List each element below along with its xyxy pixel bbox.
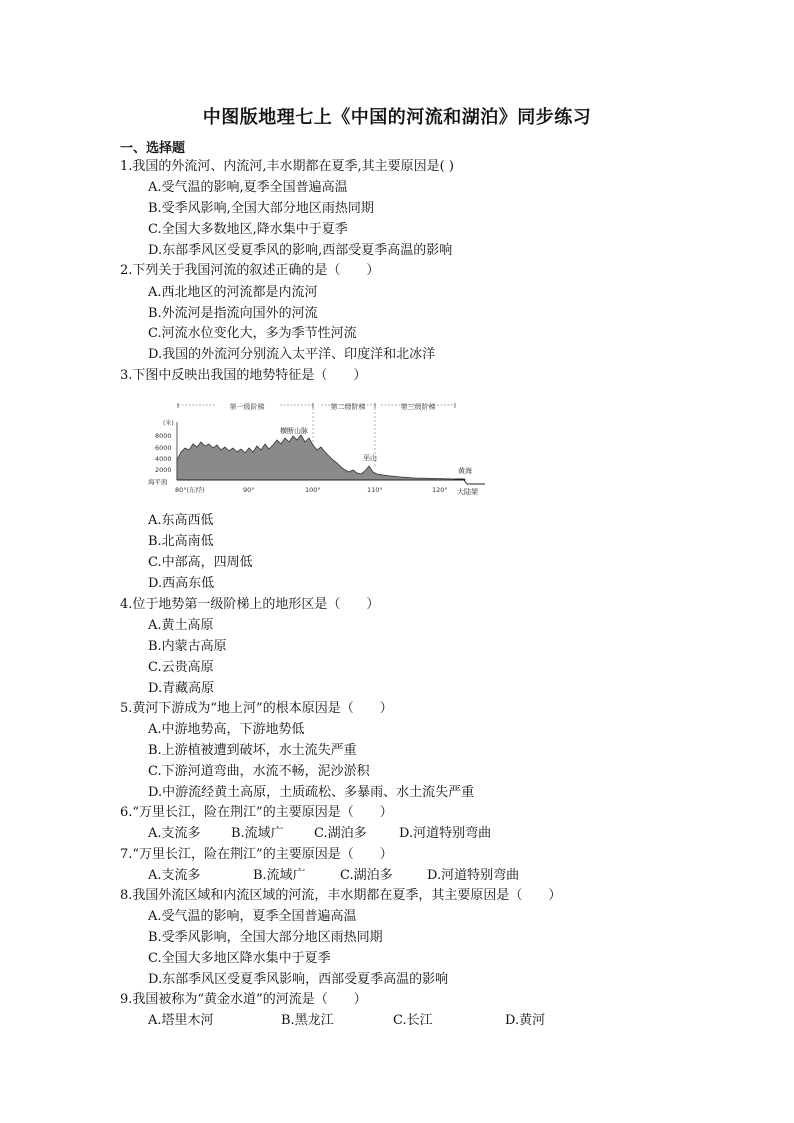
question-3-stem: 3.下图中反映出我国的地势特征是（ ） <box>120 368 367 383</box>
question-1-stem: 1.我国的外流河、内流河,丰水期都在夏季,其主要原因是( ) <box>120 159 454 174</box>
x-tick: 110° <box>367 486 383 494</box>
question-4-stem: 4.位于地势第一级阶梯上的地形区是（ ） <box>120 597 380 612</box>
section-heading: 一、选择题 <box>120 141 186 156</box>
question-3-option-a: A.东高西低 <box>148 513 214 528</box>
question-9-option-b: B.黑龙江 <box>281 1013 334 1028</box>
question-2-option-b: B.外流河是指流向国外的河流 <box>148 306 318 321</box>
question-4-option-c: C.云贵高原 <box>148 660 214 675</box>
question-7-stem: 7.“万里长江，险在荆江”的主要原因是（ ） <box>120 847 393 862</box>
question-8-option-d: D.东部季风区受夏季风影响，西部受夏季高温的影响 <box>148 972 449 987</box>
wushan-label: 巫山 <box>363 454 377 462</box>
question-9-stem: 9.我国被称为“黄金水道”的河流是（ ） <box>120 992 367 1007</box>
question-5-option-a: A.中游地势高，下游地势低 <box>148 722 305 737</box>
y-tick: 2000 <box>155 466 172 474</box>
y-tick: 4000 <box>155 455 172 463</box>
question-2-option-c: C.河流水位变化大，多为季节性河流 <box>148 326 357 341</box>
question-4-option-d: D.青藏高原 <box>148 681 215 696</box>
x-tick: 100° <box>305 486 321 494</box>
question-6-option-d: D.河道特别弯曲 <box>399 826 492 841</box>
yellow-sea-label: 黄海 <box>458 467 472 475</box>
question-7-option-d: D.河道特别弯曲 <box>427 868 520 883</box>
question-9-options <box>148 1012 545 1029</box>
question-1-option-c: C.全国大多数地区,降水集中于夏季 <box>148 222 348 237</box>
question-5-option-d: D.中游流经黄土高原，土质疏松、多暴雨、水土流失严重 <box>148 785 475 800</box>
step-1-label: 第一级阶梯 <box>229 403 265 411</box>
terrain-profile-shape <box>177 435 465 480</box>
question-1-option-d: D.东部季风区受夏季风的影响,西部受夏季高温的影响 <box>148 243 453 258</box>
question-1-option-a: A.受气温的影响,夏季全国普遍高温 <box>148 180 348 195</box>
question-7-options <box>148 867 519 884</box>
question-8-option-b: B.受季风影响，全国大部分地区雨热同期 <box>148 930 383 945</box>
question-4-option-a: A.黄土高原 <box>148 618 214 633</box>
terrain-profile-figure <box>145 400 490 500</box>
question-1-option-b: B.受季风影响,全国大部分地区雨热同期 <box>148 201 374 216</box>
step-3-label: 第三级阶梯 <box>400 403 436 411</box>
question-6-option-b: B.流域广 <box>231 826 284 841</box>
question-8-option-c: C.全国大多地区降水集中于夏季 <box>148 951 331 966</box>
question-6-option-a: A.支流多 <box>148 826 201 841</box>
y-tick: 8000 <box>155 432 172 440</box>
question-6-stem: 6.“万里长江，险在荆江”的主要原因是（ ） <box>120 805 393 820</box>
x-tick: 80°(东经) <box>175 486 205 494</box>
question-3-option-b: B.北高南低 <box>148 534 214 549</box>
question-6-option-c: C.湖泊多 <box>314 826 367 841</box>
question-6-options <box>148 825 491 842</box>
hengduan-label: 横断山脉 <box>280 427 308 435</box>
sea-level-label: 海平面 <box>148 478 168 486</box>
question-8-option-a: A.受气温的影响，夏季全国普遍高温 <box>148 909 357 924</box>
y-unit-label: (米) <box>163 420 174 427</box>
question-2-option-a: A.西北地区的河流都是内流河 <box>148 285 318 300</box>
question-8-stem: 8.我国外流区域和内流区域的河流，丰水期都在夏季，其主要原因是（ ） <box>120 888 562 903</box>
question-2-option-d: D.我国的外流河分别流入太平洋、印度洋和北冰洋 <box>148 347 436 362</box>
question-2-stem: 2.下列关于我国河流的叙述正确的是（ ） <box>120 263 380 278</box>
question-7-option-a: A.支流多 <box>148 868 201 883</box>
question-9-option-a: A.塔里木河 <box>148 1013 214 1028</box>
question-5-option-c: C.下游河道弯曲，水流不畅，泥沙淤积 <box>148 764 370 779</box>
question-3-option-d: D.西高东低 <box>148 576 215 591</box>
shelf-label: 大陆架 <box>457 488 478 496</box>
question-3-option-c: C.中部高，四周低 <box>148 555 253 570</box>
question-9-option-d: D.黄河 <box>505 1013 546 1028</box>
question-5-stem: 5.黄河下游成为“地上河”的根本原因是（ ） <box>120 701 393 716</box>
question-7-option-b: B.流域广 <box>253 868 306 883</box>
step-2-label: 第二级阶梯 <box>330 403 366 411</box>
x-tick: 120° <box>432 486 448 494</box>
question-7-option-c: C.湖泊多 <box>340 868 393 883</box>
question-5-option-b: B.上游植被遭到破坏，水土流失严重 <box>148 743 357 758</box>
question-9-option-c: C.长江 <box>393 1013 433 1028</box>
page-title: 中图版地理七上《中国的河流和湖泊》同步练习 <box>202 107 592 128</box>
question-4-option-b: B.内蒙古高原 <box>148 639 227 654</box>
x-tick: 90° <box>243 486 255 494</box>
y-tick: 6000 <box>155 444 172 452</box>
